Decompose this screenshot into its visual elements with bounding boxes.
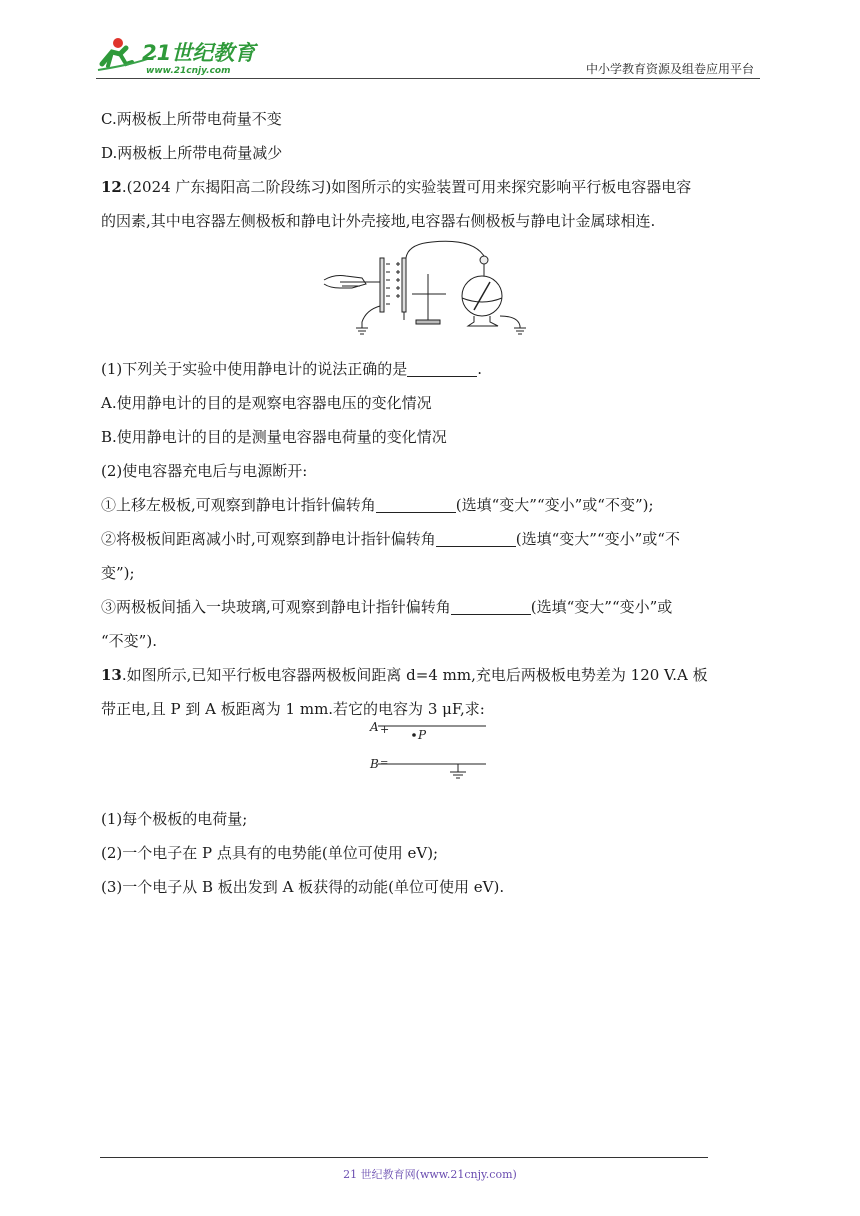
q12-sub1-hint: (选填“变大”“变小”或“不变”); xyxy=(455,496,654,514)
svg-text:www.21cnjy.com: www.21cnjy.com xyxy=(146,66,231,76)
point-p-label: P xyxy=(418,728,427,742)
right-ground-wire xyxy=(500,316,520,328)
q13-part3: (3)一个电子从 B 板出发到 A 板获得的动能(单位可使用 eV). xyxy=(101,878,505,896)
hand-fingers xyxy=(340,282,362,286)
point-p xyxy=(412,733,416,737)
q12-option-a: A.使用静电计的目的是观察电容器电压的变化情况 xyxy=(101,394,432,412)
q12-part1-end: . xyxy=(477,360,483,378)
answer-blank[interactable] xyxy=(407,360,477,377)
electrometer-apparatus-figure xyxy=(322,236,534,336)
option-d: D.两极板上所带电荷量减少 xyxy=(101,144,283,162)
q12-sub1 xyxy=(101,488,761,522)
electrometer-needle xyxy=(474,282,490,310)
footer-divider xyxy=(100,1157,708,1158)
platform-title: 中小学教育资源及组卷应用平台 xyxy=(585,62,754,76)
q13-part1: (1)每个极板的电荷量; xyxy=(101,810,248,828)
q12-stem-line1 xyxy=(101,170,761,204)
header-divider xyxy=(96,78,760,79)
plate-a-label: A xyxy=(370,720,379,734)
answer-blank[interactable] xyxy=(451,598,531,615)
right-plate xyxy=(402,258,406,312)
left-plate xyxy=(380,258,384,312)
option-c: C.两极板上所带电荷量不变 xyxy=(101,110,282,128)
q12-sub2-cont: 变”); xyxy=(101,564,135,582)
q12-stem-text1: .(2024 广东揭阳高二阶段练习)如图所示的实验装置可用来探究影响平行板电容器电容 xyxy=(121,178,692,196)
footer-text: 21 世纪教育网(www.21cnjy.com) xyxy=(343,1168,517,1181)
q12-part1-text: (1)下列关于实验中使用静电计的说法正确的是 xyxy=(101,360,408,378)
stand-base xyxy=(416,320,440,324)
q13-part2: (2)一个电子在 P 点具有的电势能(单位可使用 eV); xyxy=(101,844,439,862)
q12-part1 xyxy=(101,352,761,386)
page-header xyxy=(96,30,760,80)
connecting-wire xyxy=(406,241,484,258)
q12-part2: (2)使电容器充电后与电源断开: xyxy=(101,462,308,480)
parallel-plate-figure xyxy=(366,716,490,782)
svg-text:21世纪教育: 21世纪教育 xyxy=(142,41,256,65)
answer-blank[interactable] xyxy=(376,496,456,513)
ground-symbol-left xyxy=(356,328,368,334)
q13-stem-line2: 带正电,且 P 到 A 板距离为 1 mm.若它的电容为 3 μF,求: xyxy=(101,700,485,718)
q12-stem-line2: 的因素,其中电容器左侧极板和静电计外壳接地,电容器右侧极板与静电计金属球相连. xyxy=(101,212,656,230)
q12-sub1-text: ①上移左极板,可观察到静电计指针偏转角 xyxy=(101,496,376,514)
left-ground-wire xyxy=(362,306,380,328)
site-logo xyxy=(96,34,266,76)
q12-sub2 xyxy=(101,522,761,556)
q12-sub3 xyxy=(101,590,761,624)
question-content xyxy=(101,102,761,904)
electrometer-base xyxy=(468,316,498,326)
q12-sub3-cont: “不变”). xyxy=(101,632,157,650)
q12-option-b: B.使用静电计的目的是测量电容器电荷量的变化情况 xyxy=(101,428,447,446)
ground-symbol-right xyxy=(514,328,526,334)
q13-stem-text1: .如图所示,已知平行板电容器两极板间距离 d=4 mm,充电后两极板电势差为 120 V.A 板 xyxy=(121,666,708,684)
q12-sub2-hint: (选填“变大”“变小”或“不 xyxy=(515,530,680,548)
q12-sub3-text: ③两极板间插入一块玻璃,可观察到静电计指针偏转角 xyxy=(101,598,451,616)
q12-number: 12 xyxy=(101,178,122,196)
q12-sub2-text: ②将极板间距离减小时,可观察到静电计指针偏转角 xyxy=(101,530,436,548)
minus-label: = xyxy=(380,758,389,769)
plate-b-label: B xyxy=(370,757,379,771)
q12-sub3-hint: (选填“变大”“变小”或 xyxy=(530,598,673,616)
plus-label: + xyxy=(380,723,390,736)
q13-number: 13 xyxy=(101,666,122,684)
q13-stem-line1 xyxy=(101,658,761,692)
ground-icon xyxy=(450,764,466,778)
answer-blank[interactable] xyxy=(436,530,516,547)
metal-ball xyxy=(480,256,488,264)
